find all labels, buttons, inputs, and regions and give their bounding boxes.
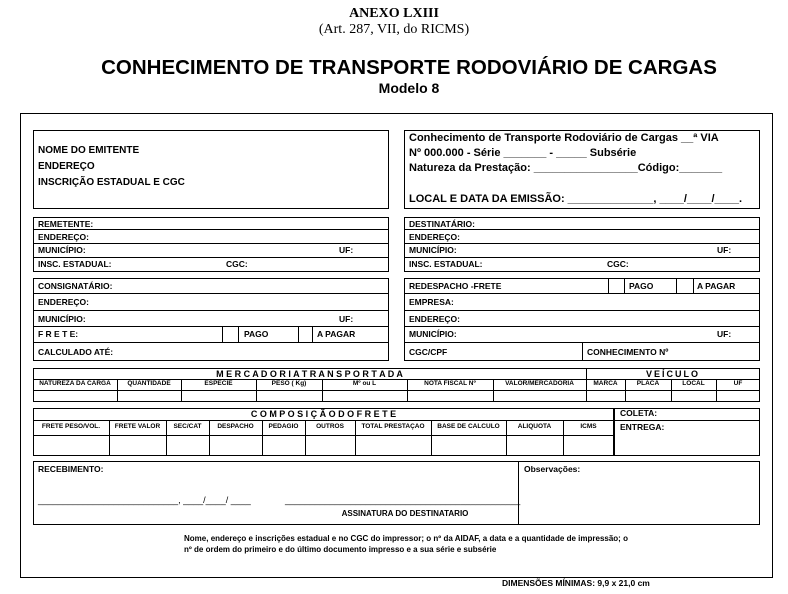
cargo-col-volume: Mº ou L: [352, 380, 377, 387]
vehicle-col-plate: PLACA: [636, 380, 660, 387]
redispatch-paid-label: PAGO: [629, 281, 654, 291]
sender-label: REMETENTE:: [38, 219, 94, 229]
observations-label: Observações:: [524, 464, 581, 474]
freight-to-pay-label: A PAGAR: [317, 329, 356, 339]
freight-col-sec-cat: SEC/CAT: [173, 423, 202, 430]
cargo-col-value: VALOR/MERCADORIA: [505, 380, 574, 387]
document-via-line: Conhecimento de Transporte Rodoviário de Cargas __ª VIA: [409, 132, 719, 144]
emitter-name: NOME DO EMITENTE: [38, 145, 140, 156]
freight-col-toll: PEDAGIO: [268, 423, 299, 430]
calculated-until-label: CALCULADO ATÉ:: [38, 347, 114, 357]
emitter-address: ENDEREÇO: [38, 161, 95, 172]
recipient-uf-label: UF:: [717, 245, 732, 255]
pickup-label: COLETA:: [620, 408, 658, 418]
recipient-address-label: ENDEREÇO:: [409, 232, 461, 242]
freight-label: F R E T E:: [38, 329, 79, 339]
document-title: CONHECIMENTO DE TRANSPORTE RODOVIÁRIO DE CARGAS: [101, 56, 717, 79]
cargo-col-weight: PESO ( Kg): [271, 380, 307, 387]
recipient-city-label: MUNICÍPIO:: [409, 245, 457, 255]
service-nature-line: Natureza da Prestação: _________________Código:_______: [409, 162, 723, 174]
redispatch-bill-number-label: CONHECIMENTO Nº: [587, 347, 669, 357]
freight-col-total: TOTAL PRESTAÇAO: [361, 423, 425, 430]
freight-col-icms: ICMS: [580, 423, 597, 430]
consignee-label: CONSIGNATÁRIO:: [38, 281, 113, 291]
article-reference: (Art. 287, VII, do RICMS): [318, 22, 470, 37]
document-number-line: Nº 000.000 - Série _______ - _____ Subsérie: [409, 147, 637, 159]
recipient-state-registration-label: INSC. ESTADUAL:: [409, 259, 483, 269]
redispatch-uf-label: UF:: [717, 329, 732, 339]
cargo-col-quantity: QUANTIDADE: [127, 380, 171, 387]
cargo-col-nature: NATUREZA DA CARGA: [39, 380, 111, 387]
cargo-col-species: ESPECIE: [204, 380, 233, 387]
freight-col-dispatch: DESPACHO: [217, 423, 254, 430]
freight-composition-title: C O M P O S I Ç Ã O D O F R E T E: [250, 409, 397, 419]
sender-uf-label: UF:: [339, 245, 354, 255]
consignee-address-label: ENDEREÇO:: [38, 297, 90, 307]
redispatch-cgc-cpf-label: CGC/CPF: [409, 347, 448, 357]
sender-city-label: MUNICÍPIO:: [38, 245, 86, 255]
vehicle-col-brand: MARCA: [593, 380, 618, 387]
freight-col-rate: ALIQUOTA: [517, 423, 552, 430]
freight-col-weight-volume: FRETE PESO/VOL.: [41, 423, 101, 430]
redispatch-company-label: EMPRESA:: [409, 297, 454, 307]
sender-address-label: ENDEREÇO:: [38, 232, 90, 242]
cargo-title: M E R C A D O R I A T R A N S P O R T A D A: [216, 369, 403, 379]
consignee-uf-label: UF:: [339, 314, 354, 324]
redispatch-city-label: MUNICÍPIO:: [409, 329, 457, 339]
sender-cgc-label: CGC:: [226, 259, 248, 269]
signature-line: _______________________________________________: [285, 495, 521, 505]
model-title: Modelo 8: [378, 80, 440, 96]
vehicle-col-location: LOCAL: [682, 380, 705, 387]
annex-title: ANEXO LXIII: [349, 6, 439, 21]
vehicle-title: VEÍCULO: [645, 369, 700, 379]
delivery-label: ENTREGA:: [620, 422, 665, 432]
receipt-label: RECEBIMENTO:: [38, 464, 104, 474]
recipient-cgc-label: CGC:: [607, 259, 629, 269]
redispatch-label: REDESPACHO -FRETE: [409, 281, 502, 291]
minimum-dimensions: DIMENSÕES MÍNIMAS: 9,9 x 21,0 cm: [502, 578, 650, 588]
redispatch-address-label: ENDEREÇO:: [409, 314, 461, 324]
receipt-date-line: ____________________________, ____/____/ ____: [38, 495, 251, 505]
vehicle-col-uf: UF: [733, 380, 743, 387]
printer-note: Nome, endereço e inscrições estadual e no CGC do impressor; o nº da AIDAF, a data e a quantidade de impressão; o nº de ordem do primeiro e do último documento impresso e a sua série e subsérie: [184, 534, 628, 554]
recipient-label: DESTINATÁRIO:: [409, 219, 475, 229]
consignee-city-label: MUNICÍPIO:: [38, 314, 86, 324]
cargo-col-invoice: NOTA FISCAL Nº: [424, 380, 476, 387]
freight-col-others: OUTROS: [316, 423, 344, 430]
redispatch-to-pay-label: A PAGAR: [697, 281, 736, 291]
freight-col-tax-base: BASE DE CALCULO: [437, 423, 500, 430]
issue-place-date-line: LOCAL E DATA DA EMISSÃO: ______________, ____/____/____.: [409, 193, 743, 205]
sender-state-registration-label: INSC. ESTADUAL:: [38, 259, 112, 269]
freight-col-value: FRETE VALOR: [114, 423, 161, 430]
emitter-registration: INSCRIÇÃO ESTADUAL E CGC: [38, 177, 185, 188]
recipient-signature-label: ASSINATURA DO DESTINATARIO: [341, 509, 469, 518]
freight-paid-label: PAGO: [244, 329, 269, 339]
